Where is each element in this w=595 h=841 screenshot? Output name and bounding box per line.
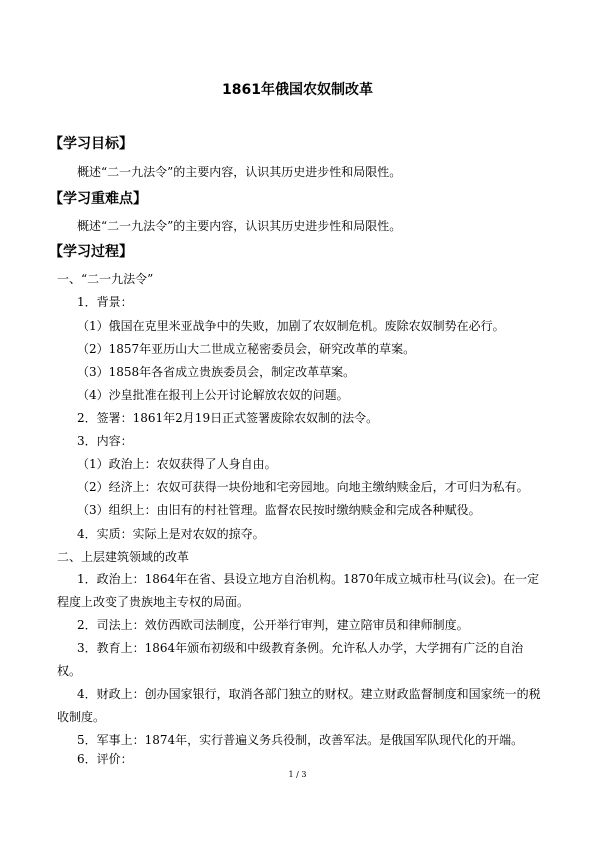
content-title: 3．内容： [77, 434, 133, 448]
reform-item: 1．政治上：1864年在省、县设立地方自治机构。1870年成立城市杜马(议会)。在一定程度上改变了贵族地主专权的局面。 [57, 572, 540, 609]
section-2-title: 二、上层建筑领域的改革 [57, 550, 190, 564]
objectives-heading: 【学习目标】 [49, 136, 133, 152]
keypoints-heading: 【学习重难点】 [49, 191, 147, 207]
objectives-text: 概述“二一九法令”的主要内容，认识其历史进步性和局限性。 [77, 165, 402, 179]
evaluation-title: 6．评价： [77, 752, 133, 766]
signing-line: 2．签署：1861年2月19日正式签署废除农奴制的法令。 [77, 411, 379, 425]
process-heading: 【学习过程】 [49, 244, 133, 260]
reform-item: 3．教育上：1864年颁布初级和中级教育条例。允许私人办学，大学拥有广泛的自治权。 [57, 641, 524, 678]
background-item: （3）1858年各省成立贵族委员会，制定改革草案。 [77, 365, 356, 379]
content-item: （1）政治上：农奴获得了人身自由。 [77, 457, 277, 471]
background-item: （1）俄国在克里米亚战争中的失败，加剧了农奴制危机。废除农奴制势在必行。 [77, 319, 505, 333]
reform-item: 2．司法上：效仿西欧司法制度，公开举行审判，建立陪审员和律师制度。 [77, 618, 469, 632]
section-1-title: 一、“二一九法令” [57, 272, 154, 286]
page-number: 1 / 3 [288, 770, 307, 779]
keypoints-text: 概述“二一九法令”的主要内容，认识其历史进步性和局限性。 [77, 219, 402, 233]
essence-line: 4．实质：实际上是对农奴的掠夺。 [77, 527, 265, 541]
document-title: 1861年俄国农奴制改革 [222, 82, 373, 98]
reform-item: 5．军事上：1874年，实行普遍义务兵役制，改善军法。是俄国军队现代化的开端。 [77, 733, 524, 747]
background-item: （4）沙皇批准在报刊上公开讨论解放农奴的问题。 [77, 388, 349, 402]
background-item: （2）1857年亚历山大二世成立秘密委员会，研究改革的草案。 [77, 342, 416, 356]
reform-item: 4．财政上：创办国家银行，取消各部门独立的财权。建立财政监督制度和国家统一的税收制度。 [57, 687, 541, 724]
background-title: 1．背景： [77, 295, 133, 309]
content-item: （2）经济上：农奴可获得一块份地和宅旁园地。向地主缴纳赎金后，才可归为私有。 [77, 480, 529, 494]
content-item: （3）组织上：由旧有的村社管理。监督农民按时缴纳赎金和完成各种赋役。 [77, 503, 481, 517]
